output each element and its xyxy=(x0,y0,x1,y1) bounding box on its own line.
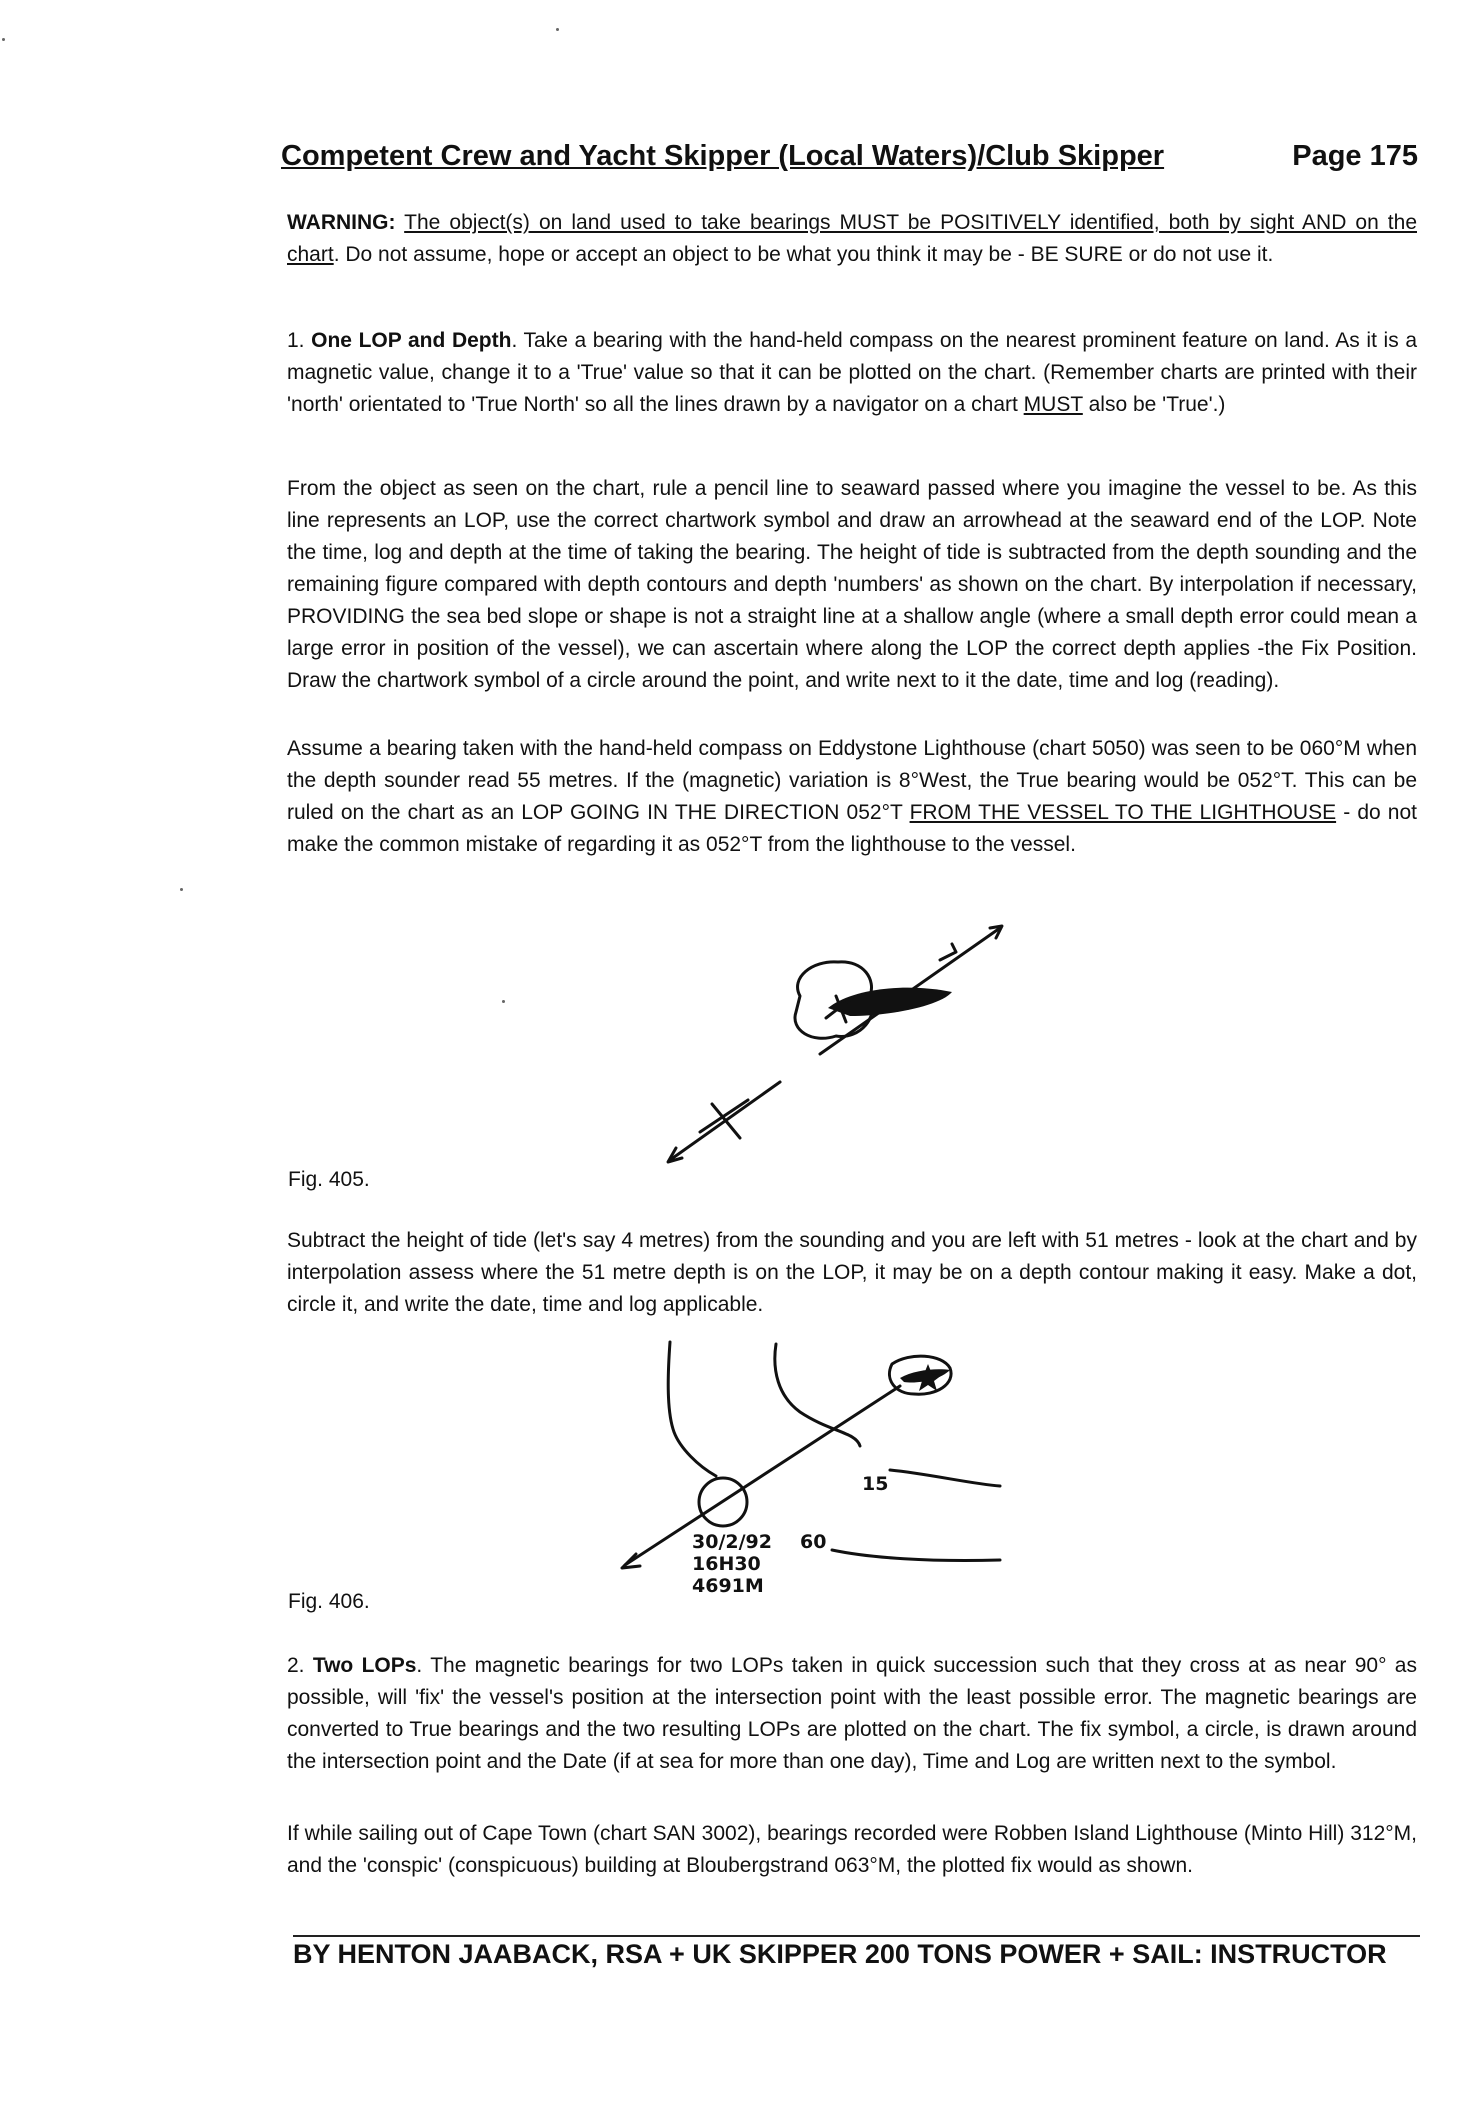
scan-speck xyxy=(502,1000,505,1003)
depth-contour xyxy=(890,1470,1000,1486)
scan-speck xyxy=(180,888,183,891)
lighthouse-star-icon xyxy=(914,1364,942,1391)
section1-paragraph xyxy=(287,325,1417,421)
section1-text-a: . Take a bearing with the hand-held compass on the nearest prominent feature on land. As it is a magnetic value, change it to a 'True' value so that it can be plotted on the chart. (Remember charts are printed with their 'north' orientated to 'True North' so all the lines drawn by a navigator on a chart xyxy=(287,329,1417,416)
fix-time: 16H30 xyxy=(692,1553,761,1575)
fig405-sketch xyxy=(640,900,1020,1180)
contour-label-2: 60 xyxy=(800,1531,827,1553)
section1-heading: One LOP and Depth xyxy=(311,329,512,352)
scan-speck xyxy=(556,28,559,31)
assume-underlined: FROM THE VESSEL TO THE LIGHTHOUSE xyxy=(909,801,1337,824)
page-footer: BY HENTON JAABACK, RSA + UK SKIPPER 200 TONS POWER + SAIL: INSTRUCTOR xyxy=(293,1935,1420,1970)
section1-text-b: also be 'True'.) xyxy=(1082,393,1226,416)
fig405-label: Fig. 405. xyxy=(288,1168,370,1191)
fix-date: 30/2/92 xyxy=(692,1531,772,1553)
page-header xyxy=(281,140,1418,173)
assume-text-b: - do not make the common mistake of regarding it as 052°T from the lighthouse to the vessel. xyxy=(287,801,1417,856)
cape-town-paragraph: If while sailing out of Cape Town (chart SAN 3002), bearings recorded were Robben Island Lighthouse (Minto Hill) 312°M, and the 'conspic' (conspicuous) building at Bloubergstrand 063°M, the plotted fix would as shown. xyxy=(287,1822,1417,1877)
assume-paragraph xyxy=(287,733,1417,861)
section2-number: 2. xyxy=(287,1654,305,1677)
page-number: Page 175 xyxy=(1292,140,1418,172)
depth-contour xyxy=(775,1344,860,1446)
depth-contour xyxy=(668,1342,716,1476)
warning-label: WARNING: xyxy=(287,211,396,234)
contour-label: 15 xyxy=(862,1473,889,1495)
warning-paragraph xyxy=(287,207,1417,271)
section2-heading: Two LOPs xyxy=(312,1654,417,1677)
depth-contour xyxy=(832,1550,1000,1561)
fig406-label: Fig. 406. xyxy=(288,1590,370,1613)
section1-must: MUST xyxy=(1023,393,1083,416)
fig406-sketch xyxy=(600,1340,1060,1620)
section1-number: 1. xyxy=(287,329,305,352)
header-title: Competent Crew and Yacht Skipper (Local Waters)/Club Skipper xyxy=(281,140,1165,172)
warning-underlined: The object(s) on land used to take bearings MUST be POSITIVELY identified, both by sight AND on the chart xyxy=(287,211,1417,266)
tick-mark xyxy=(940,944,956,960)
section2-text: . The magnetic bearings for two LOPs taken in quick succession such that they cross at as near 90° as possible, will 'fix' the vessel's position at the intersection point with the least possible error. The magnetic bearings are converted to True bearings and the two resulting LOPs are plotted on the chart. The fix symbol, a circle, is drawn around the intersection point and the Date (if at sea for more than one day), Time and Log are written next to the symbol. xyxy=(287,1654,1417,1773)
section2-paragraph xyxy=(287,1650,1417,1778)
assume-text-a: Assume a bearing taken with the hand-held compass on Eddystone Lighthouse (chart 5050) was seen to be 060°M when the depth sounder read 55 metres. If the (magnetic) variation is 8°West, the True bearing would be 052°T. This can be ruled on the chart as an LOP GOING IN THE DIRECTION 052°T xyxy=(287,737,1417,824)
scan-speck xyxy=(2,38,5,41)
from-object-paragraph: From the object as seen on the chart, rule a pencil line to seaward passed where you imagine the vessel to be. As this line represents an LOP, use the correct chartwork symbol and draw an arrowhead at the seaward end of the LOP. Note the time, log and depth at the time of taking the bearing. The height of tide is subtracted from the depth sounding and the remaining figure compared with depth contours and depth 'numbers' as shown on the chart. By interpolation if necessary, PROVIDING the sea bed slope or shape is not a straight line at a shallow angle (where a small depth error could mean a large error in position of the vessel), we can ascertain where along the LOP the correct depth applies -the Fix Position. Draw the chartwork symbol of a circle around the point, and write next to it the date, time and log (reading). xyxy=(287,477,1417,692)
warning-text: . Do not assume, hope or accept an object to be what you think it may be - BE SURE or do not use it. xyxy=(333,243,1274,266)
subtract-paragraph: Subtract the height of tide (let's say 4 metres) from the sounding and you are left with 51 metres - look at the chart and by interpolation assess where the 51 metre depth is on the LOP, it may be on a depth contour making it easy. Make a dot, circle it, and write the date, time and log applicable. xyxy=(287,1229,1417,1316)
fix-log: 4691M xyxy=(692,1575,764,1597)
